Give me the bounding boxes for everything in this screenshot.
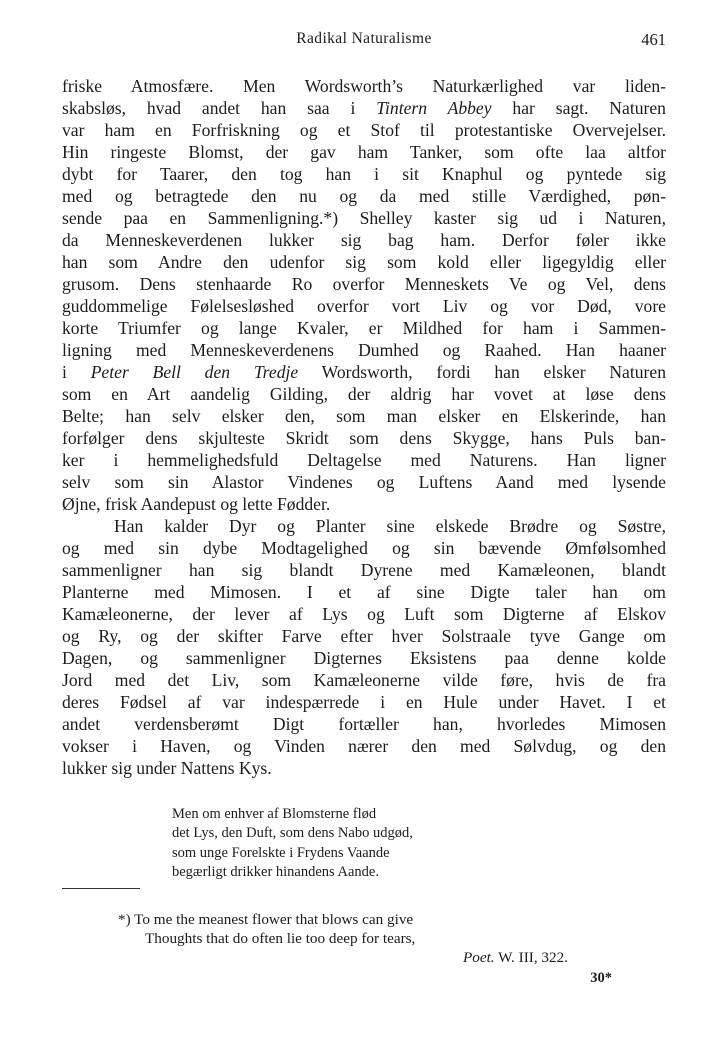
- verse-line: begærligt drikker hinandens Aande.: [172, 863, 379, 880]
- text-line: ker i hemmelighedsfuld Deltagelse med Naturens. Han ligner: [62, 450, 666, 470]
- verse-line: det Lys, den Duft, som dens Nabo udgød,: [172, 825, 413, 842]
- text-line: skabsløs, hvad andet han saa i Tintern Abbey har sagt. Naturen: [62, 98, 666, 118]
- text-line: Hin ringeste Blomst, der gav ham Tanker, som ofte laa altfor: [62, 142, 666, 162]
- italic-title: Tintern Abbey: [376, 98, 492, 118]
- text-line: med og betragtede den nu og da med stille Værdighed, pøn-: [62, 186, 666, 206]
- text-line: i Peter Bell den Tredje Wordsworth, fordi han elsker Naturen: [62, 362, 666, 382]
- text-line: vokser i Haven, og Vinden nærer den med Sølvdug, og den: [62, 736, 666, 756]
- text-line: Planterne med Mimosen. I et af sine Digte taler han om: [62, 582, 666, 602]
- text-line: lukker sig under Nattens Kys.: [62, 758, 272, 778]
- footnote-marker: *): [118, 911, 131, 928]
- text-line: Belte; han selv elsker den, som man elsker en Elskerinde, han: [62, 406, 666, 426]
- text-line: Øjne, frisk Aandepust og lette Fødder.: [62, 494, 331, 514]
- footnote-source: Poet. W. III, 322.: [462, 949, 568, 966]
- text-line: sammenligner han sig blandt Dyrene med Kamæleonen, blandt: [62, 560, 666, 580]
- running-head: [62, 30, 666, 54]
- text-line: ligning med Menneskeverdenens Dumhed og Raahed. Han haaner: [62, 340, 666, 360]
- text-line: og Ry, og der skifter Farve efter hver Solstraale tyve Gange om: [62, 626, 666, 646]
- text-line: Han kalder Dyr og Planter sine elskede Brødre og Søstre,: [114, 516, 666, 536]
- italic-title: Peter Bell den Tredje: [90, 362, 299, 382]
- text-line: guddommelige Følelsesløshed overfor vort Liv og vor Død, vore: [62, 296, 666, 316]
- text-line: andet verdensberømt Digt fortæller han, hvorledes Mimosen: [62, 714, 666, 734]
- text-line: grusom. Dens stenhaarde Ro overfor Menneskets Ve og Vel, dens: [62, 274, 666, 294]
- signature-mark: 30*: [590, 970, 612, 986]
- text-line: han som Andre den udenfor sig som kold eller ligegyldig eller: [62, 252, 666, 272]
- text-line: korte Triumfer og lange Kvaler, er Mildhed for ham i Sammen-: [62, 318, 666, 338]
- text-line: deres Fødsel af var indespærrede i en Hule under Havet. I et: [62, 692, 666, 712]
- text-line: da Menneskeverdenen lukker sig bag ham. Derfor føler ikke: [62, 230, 666, 250]
- text-line: selv som sin Alastor Vindenes og Luftens Aand med lysende: [62, 472, 666, 492]
- page-number: 461: [641, 30, 666, 49]
- text-line: forfølger dens skjulteste Skridt som dens Skygge, hans Puls ban-: [62, 428, 666, 448]
- verse-line: som unge Forelskte i Frydens Vaande: [172, 844, 390, 861]
- text-line: sende paa en Sammenligning.*) Shelley kaster sig ud i Naturen,: [62, 208, 666, 228]
- text-line: Jord med det Liv, som Kamæleonerne vilde føre, hvis de fra: [62, 670, 666, 690]
- text-line: og med sin dybe Modtagelighed og sin bævende Ømfølsomhed: [62, 538, 666, 558]
- footnote-line: Thoughts that do often lie too deep for tears,: [145, 930, 416, 947]
- text-line: Dagen, og sammenligner Digternes Eksistens paa denne kolde: [62, 648, 666, 668]
- text-line: friske Atmosfære. Men Wordsworth’s Naturkærlighed var liden-: [62, 76, 666, 96]
- text-line: var ham en Forfriskning og et Stof til protestantiske Overvejelser.: [62, 120, 666, 140]
- footnote-divider: [62, 888, 140, 889]
- footnote: [118, 910, 568, 967]
- text-line: dybt for Taarer, den tog han i sit Knaphul og pyntede sig: [62, 164, 666, 184]
- text-line: som en Art aandelig Gilding, der aldrig har vovet at løse dens: [62, 384, 666, 404]
- footnote-line: *) To me the meanest flower that blows can give: [118, 911, 414, 928]
- verse-line: Men om enhver af Blomsterne flød: [172, 806, 377, 822]
- body-text: [62, 75, 666, 779]
- verse-quote: [172, 805, 413, 882]
- text-line: Kamæleonerne, der lever af Lys og Luft som Digterne af Elskov: [62, 604, 666, 624]
- running-title: Radikal Naturalisme: [296, 30, 432, 47]
